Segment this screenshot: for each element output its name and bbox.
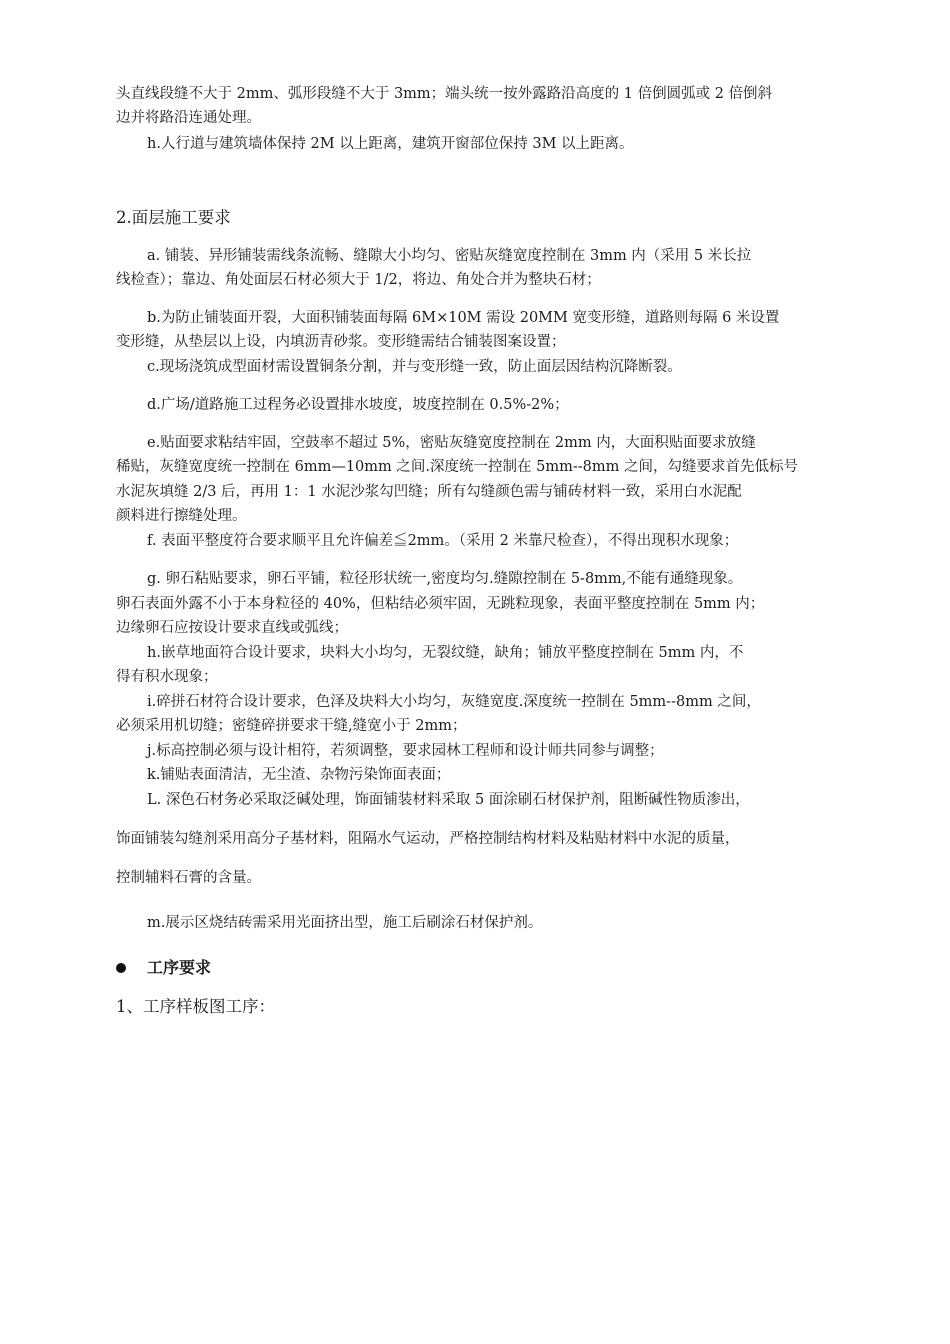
text-line: d.广场/道路施工过程务必设置排水坡度，坡度控制在 0.5%-2%； xyxy=(147,397,569,413)
text-line: 线检查）；靠边、角处面层石材必须大于 1/2，将边、角处合并为整块石材； xyxy=(116,272,601,288)
text-line: 稀贴，灰缝宽度统一控制在 6mm—10mm 之间.深度统一控制在 5mm--8mm 之间，勾缝要求首先低标号 xyxy=(116,459,798,475)
text-line: 得有积水现象； xyxy=(116,669,218,685)
text-line: 变形缝，从垫层以上设，内填沥青砂浆。变形缝需结合铺装图案设置； xyxy=(116,334,566,350)
section-heading: 工序要求 xyxy=(147,958,212,977)
text-line: 边缘卵石应按设计要求直线或弧线； xyxy=(116,620,348,636)
text-line: i.碎拼石材符合设计要求，色泽及块料大小均匀，灰缝宽度.深度统一控制在 5mm--8mm 之间， xyxy=(147,694,761,710)
text-line: b.为防止铺装面开裂，大面积铺装面每隔 6M×10M 需设 20MM 宽变形缝，道路则每隔 6 米设置 xyxy=(147,310,780,326)
section-heading: 2.面层施工要求 xyxy=(116,208,231,227)
text-line: 水泥灰填缝 2/3 后，再用 1：1 水泥沙浆勾凹缝；所有勾缝颜色需与铺砖材料一致，采用白水泥配 xyxy=(116,484,742,500)
text-line: k.铺贴表面清洁，无尘渣、杂物污染饰面表面； xyxy=(147,767,451,783)
text-line: 头直线段缝不大于 2mm、弧形段缝不大于 3mm；端头统一按外露路沿高度的 1 倍倒圆弧或 2 倍倒斜 xyxy=(116,86,773,102)
text-line: 卵石表面外露不小于本身粒径的 40%，但粘结必须牢固，无跳粒现象，表面平整度控制在 5mm 内； xyxy=(116,596,765,612)
text-line: m.展示区烧结砖需采用光面挤出型，施工后刷涂石材保护剂。 xyxy=(147,915,543,931)
text-line: 控制辅料石膏的含量。 xyxy=(116,870,261,886)
text-line: 边并将路沿连通处理。 xyxy=(116,110,261,126)
text-line: 1、工序样板图工序： xyxy=(116,997,275,1016)
text-line: h.人行道与建筑墙体保持 2M 以上距离，建筑开窗部位保持 3M 以上距离。 xyxy=(147,136,634,152)
bullet-icon xyxy=(116,963,126,973)
text-line: g. 卵石粘贴要求，卵石平铺，粒径形状统一,密度均匀.缝隙控制在 5-8mm,不能有通缝现象。 xyxy=(147,571,743,587)
text-line: 饰面铺装勾缝剂采用高分子基材料，阻隔水气运动，严格控制结构材料及粘贴材料中水泥的质量， xyxy=(116,831,740,847)
text-line: L. 深色石材务必采取泛碱处理，饰面铺装材料采取 5 面涂刷石材保护剂，阻断碱性物质渗出， xyxy=(147,792,750,808)
text-line: f. 表面平整度符合要求顺平且允许偏差≦2mm。（采用 2 米靠尺检查），不得出现积水现象； xyxy=(147,533,739,549)
text-line: j.标高控制必须与设计相符，若须调整，要求园林工程师和设计师共同参与调整； xyxy=(147,743,664,759)
text-line: 颜料进行擦缝处理。 xyxy=(116,508,247,524)
text-line: h.嵌草地面符合设计要求，块料大小均匀，无裂纹缝，缺角；铺放平整度控制在 5mm 内，不 xyxy=(147,645,744,661)
text-line: c.现场浇筑成型面材需设置铜条分割，并与变形缝一致，防止面层因结构沉降断裂。 xyxy=(147,359,682,375)
text-line: e.贴面要求粘结牢固，空鼓率不超过 5%，密贴灰缝宽度控制在 2mm 内，大面积贴面要求放缝 xyxy=(147,435,756,451)
text-line: a. 铺装、异形铺装需线条流畅、缝隙大小均匀、密贴灰缝宽度控制在 3mm 内（采用 5 米长拉 xyxy=(147,248,752,264)
text-line: 必须采用机切缝；密缝碎拼要求干缝,缝宽小于 2mm； xyxy=(116,718,467,734)
